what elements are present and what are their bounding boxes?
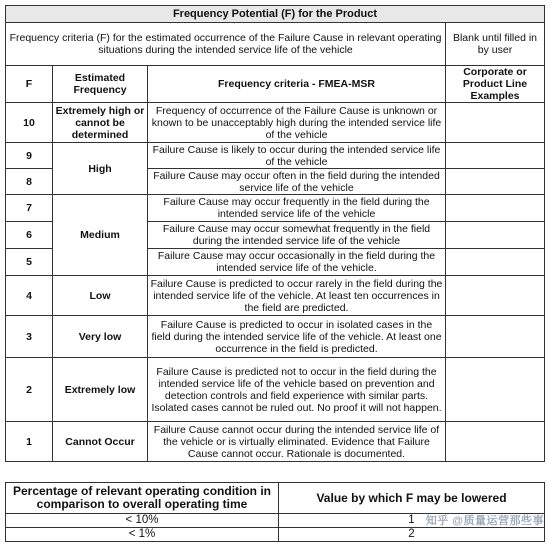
intro-row xyxy=(6,23,545,66)
f-value: 5 xyxy=(6,249,53,276)
table-row xyxy=(6,358,545,422)
f-value: 10 xyxy=(6,103,53,143)
f-value: 4 xyxy=(6,276,53,316)
criteria-text: Failure Cause may occur occasionally in the field during the intended service life of the vehicle. xyxy=(148,249,446,276)
percentage-cell: < 1% xyxy=(6,528,279,542)
criteria-text: Failure Cause may occur somewhat frequently in the field during the intended service life of the vehicle xyxy=(148,222,446,249)
examples-cell[interactable] xyxy=(446,249,545,276)
header-examples: Corporate or Product Line Examples xyxy=(446,66,545,103)
blank-note: Blank until filled in by user xyxy=(446,23,545,66)
frequency-table xyxy=(5,5,545,462)
criteria-text: Failure Cause cannot occur during the intended service life of the vehicle or is virtually eliminated. Evidence that Failure Cause cannot occur. Rationale is documented. xyxy=(148,422,446,462)
examples-cell[interactable] xyxy=(446,422,545,462)
percentage-cell: < 10% xyxy=(6,514,279,528)
intro-text: Frequency criteria (F) for the estimated occurrence of the Failure Cause in relevant operating situations during the intended service life of the vehicle xyxy=(6,23,446,66)
criteria-text: Failure Cause may occur frequently in the field during the intended service life of the vehicle xyxy=(148,195,446,222)
examples-cell[interactable] xyxy=(446,276,545,316)
table-row xyxy=(6,195,545,222)
f-value: 7 xyxy=(6,195,53,222)
estimated-frequency: High xyxy=(53,143,148,195)
estimated-frequency: Low xyxy=(53,276,148,316)
header-row xyxy=(6,66,545,103)
examples-cell[interactable] xyxy=(446,222,545,249)
table-row xyxy=(6,143,545,169)
table-title: Frequency Potential (F) for the Product xyxy=(6,6,545,23)
watermark: 知乎 @质量运营那些事 xyxy=(425,515,544,527)
lower-value-cell: 2 xyxy=(279,528,545,542)
f-value: 1 xyxy=(6,422,53,462)
lowering-header-row xyxy=(6,483,545,514)
examples-cell[interactable] xyxy=(446,169,545,195)
criteria-text: Failure Cause may occur often in the field during the intended service life of the vehicle xyxy=(148,169,446,195)
header-lower-value: Value by which F may be lowered xyxy=(279,483,545,514)
examples-cell[interactable] xyxy=(446,103,545,143)
lower-value-cell: 1 xyxy=(279,514,545,528)
criteria-text: Failure Cause is predicted to occur in isolated cases in the field during the intended service life of the vehicle. At least one occurrence in the field is predicted. xyxy=(148,316,446,358)
table-row xyxy=(6,528,545,542)
criteria-text: Failure Cause is likely to occur during the intended service life of the vehicle xyxy=(148,143,446,169)
criteria-text: Failure Cause is predicted not to occur in the field during the intended service life of the vehicle based on prevention and detection controls and field experience with similar parts. Isolated cases cannot be ruled out. No proof it will not happen. xyxy=(148,358,446,422)
header-criteria: Frequency criteria - FMEA-MSR xyxy=(148,66,446,103)
estimated-frequency: Very low xyxy=(53,316,148,358)
estimated-frequency: Cannot Occur xyxy=(53,422,148,462)
examples-cell[interactable] xyxy=(446,143,545,169)
title-row xyxy=(6,6,545,23)
header-estimated: Estimated Frequency xyxy=(53,66,148,103)
table-row xyxy=(6,276,545,316)
table-row xyxy=(6,103,545,143)
table-row xyxy=(6,316,545,358)
header-f: F xyxy=(6,66,53,103)
f-value: 2 xyxy=(6,358,53,422)
criteria-text: Failure Cause is predicted to occur rarely in the field during the intended service life of the vehicle. At least ten occurrences in the field are predicted. xyxy=(148,276,446,316)
estimated-frequency: Extremely high or cannot be determined xyxy=(53,103,148,143)
f-value: 3 xyxy=(6,316,53,358)
f-value: 9 xyxy=(6,143,53,169)
f-value: 6 xyxy=(6,222,53,249)
examples-cell[interactable] xyxy=(446,316,545,358)
header-percentage: Percentage of relevant operating condition in comparison to overall operating time xyxy=(6,483,279,514)
examples-cell[interactable] xyxy=(446,195,545,222)
estimated-frequency: Extremely low xyxy=(53,358,148,422)
estimated-frequency: Medium xyxy=(53,195,148,276)
examples-cell[interactable] xyxy=(446,358,545,422)
f-value: 8 xyxy=(6,169,53,195)
criteria-text: Frequency of occurrence of the Failure Cause is unknown or known to be unacceptably high during the intended service life of the vehicle xyxy=(148,103,446,143)
table-row xyxy=(6,422,545,462)
